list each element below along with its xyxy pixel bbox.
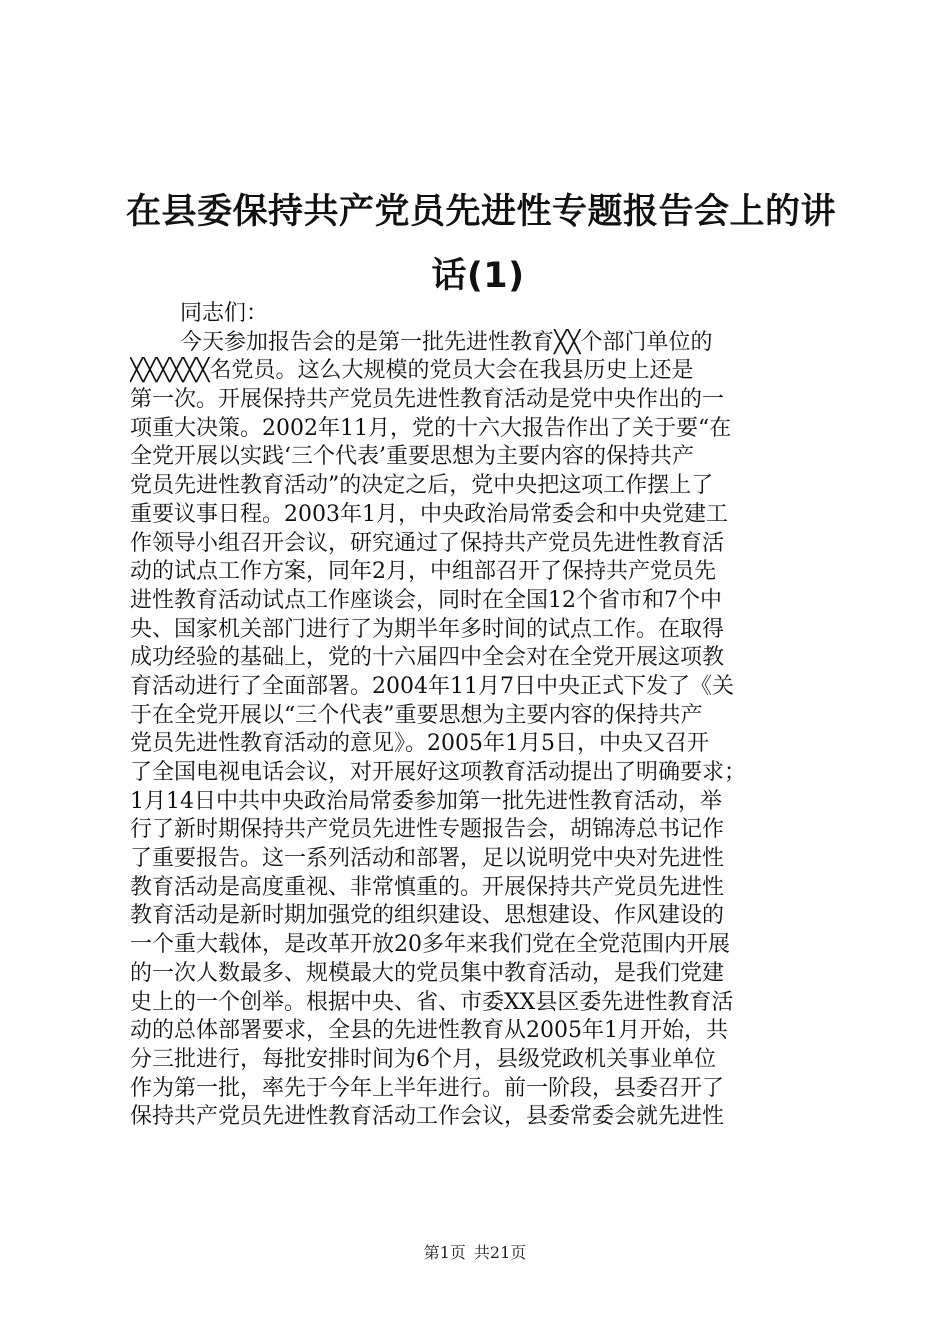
body-line: 动的试点工作方案，同年2月，中组部召开了保持共产党员先 [130, 559, 716, 585]
body-line: 了重要报告。这一系列活动和部署，足以说明党中央对先进性 [130, 846, 725, 872]
body-line: 作为第一批，率先于今年上半年进行。前一阶段，县委召开了 [130, 1075, 725, 1101]
body-line: 育活动进行了全面部署。2004年11月7日中央正式下发了《关 [130, 673, 734, 699]
page-number: 第1页 [423, 1243, 466, 1262]
document-title [126, 180, 837, 308]
body-line: ╳╳╳╳╳╳名党员。这么大规模的党员大会在我县历史上还是 [130, 358, 694, 384]
body-line: 分三批进行，每批安排时间为6个月，县级党政机关事业单位 [130, 1046, 716, 1072]
salutation: 同志们： [180, 301, 269, 326]
body-line: 史上的一个创举。根据中央、省、市委XX县区委先进性教育活 [130, 989, 734, 1015]
body-line: 了全国电视电话会议，对开展好这项教育活动提出了明确要求； [130, 760, 747, 785]
body-line: 行了新时期保持共产党员先进性专题报告会，胡锦涛总书记作 [130, 817, 725, 843]
body-line: 教育活动是新时期加强党的组织建设、思想建设、作风建设的 [130, 903, 725, 929]
body-line: 1月14日中共中央政治局常委参加第一批先进性教育活动，举 [130, 788, 722, 814]
body-line: 教育活动是高度重视、非常慎重的。开展保持共产党员先进性 [130, 874, 725, 900]
body-line: 项重大决策。2002年11月，党的十六大报告作出了关于要“在 [130, 415, 732, 441]
title-line-1: 在县委保持共产党员先进性专题报告会上的讲 [126, 192, 837, 232]
page-total: 共21页 [473, 1243, 527, 1262]
body-line: 成功经验的基础上，党的十六届四中全会对在全党开展这项教 [130, 645, 725, 671]
body-line: 一个重大载体，是改革开放20多年来我们党在全党范围内开展 [130, 932, 730, 958]
body-line: 党员先进性教育活动的意见》。2005年1月5日，中央又召开 [130, 731, 709, 757]
body-line: 动的总体部署要求，全县的先进性教育从2005年1月开始，共 [130, 1018, 728, 1044]
body-line: 于在全党开展以“三个代表”重要思想为主要内容的保持共产 [130, 702, 703, 728]
body-line: 全党开展以实践‘三个代表’重要思想为主要内容的保持共产 [130, 444, 694, 470]
page-footer [0, 1243, 950, 1263]
title-line-2: 话(1) [431, 256, 525, 296]
body-line: 的一次人数最多、规模最大的党员集中教育活动，是我们党建 [130, 960, 725, 986]
body-line: 进性教育活动试点工作座谈会，同时在全国12个省市和7个中 [130, 587, 722, 613]
document-body [130, 300, 840, 1132]
body-line: 党员先进性教育活动”的决定之后，党中央把这项工作摆上了 [130, 473, 714, 499]
body-line: 第一次。开展保持共产党员先进性教育活动是党中央作出的一 [130, 387, 725, 413]
body-line: 央、国家机关部门进行了为期半年多时间的试点工作。在取得 [130, 616, 725, 642]
body-line: 今天参加报告会的是第一批先进性教育╳╳个部门单位的 [180, 329, 713, 355]
body-line: 保持共产党员先进性教育活动工作会议，县委常委会就先进性 [130, 1104, 725, 1130]
body-line: 重要议事日程。2003年1月，中央政治局常委会和中央党建工 [130, 501, 728, 527]
body-line: 作领导小组召开会议，研究通过了保持共产党员先进性教育活 [130, 530, 725, 556]
